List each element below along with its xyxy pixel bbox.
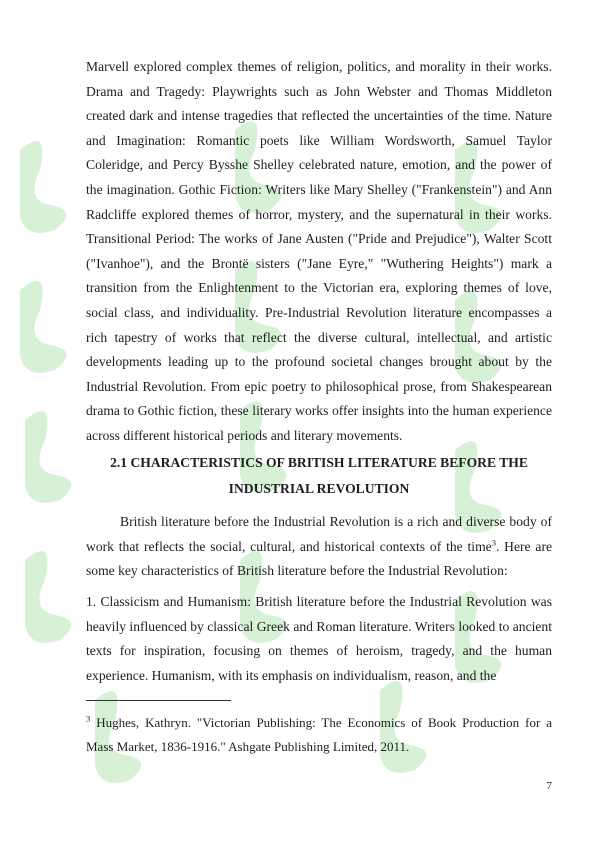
page-number: 7 (546, 780, 552, 792)
footnote-text: Hughes, Kathryn. "Victorian Publishing: The Economics of Book Production for a Mass Market, 1836-1916." Ashgate Publishing Limited, 2011. (86, 715, 552, 754)
paragraph-text: . Here are some key characteristics of British literature before the Industrial Revolution: (86, 538, 553, 579)
body-paragraph: 1. Classicism and Humanism: British literature before the Industrial Revolution was heavily influenced by classical Greek and Roman literature. Writers looked to ancient texts for inspiration, focusing on themes of heroism, tragedy, and the human experience. Humanism, with its emphasis on individualism, reason, and the (86, 594, 552, 683)
section-heading-line: INDUSTRIAL REVOLUTION (228, 481, 410, 496)
section-heading (86, 450, 552, 502)
body-paragraph (86, 510, 552, 584)
footnote-marker: 3 (86, 713, 91, 724)
footnote (86, 711, 552, 759)
body-paragraph: Marvell explored complex themes of religion, politics, and morality in their works. Drama and Tragedy: Playwrights such as John Webster and Thomas Middleton created dark and intense tragedies that reflected the uncertainties of the time. Nature and Imagination: Romantic poets like William Wordsworth, Samuel Taylor Coleridge, and Percy Bysshe Shelley celebrated nature, emotion, and the power of the imagination. Gothic Fiction: Writers like Mary Shelley ("Frankenstein") and Ann Radcliffe explored themes of horror, mystery, and the supernatural in their works. Transitional Period: The works of Jane Austen ("Pride and Prejudice"), Walter Scott ("Ivanhoe"), and the Brontë sisters ("Jane Eyre," "Wuthering Heights") mark a transition from the Enlightenment to the Victorian era, exploring themes of love, social class, and individuality. Pre-Industrial Revolution literature encompasses a rich tapestry of works that reflect the diverse cultural, intellectual, and artistic developments leading up to the profound societal changes brought about by the Industrial Revolution. From epic poetry to philosophical prose, from Shakespearean drama to Gothic fiction, these literary works offer insights into the human experience across different historical periods and literary movements. (86, 59, 552, 443)
section-heading-line: 2.1 CHARACTERISTICS OF BRITISH LITERATURE BEFORE THE (110, 455, 528, 470)
footnote-reference[interactable]: 3 (491, 537, 496, 548)
paragraph-text: British literature before the Industrial Revolution is a rich and diverse body of work that reflects the social, cultural, and historical contexts of the time (86, 514, 552, 554)
footnote-divider (86, 700, 231, 701)
